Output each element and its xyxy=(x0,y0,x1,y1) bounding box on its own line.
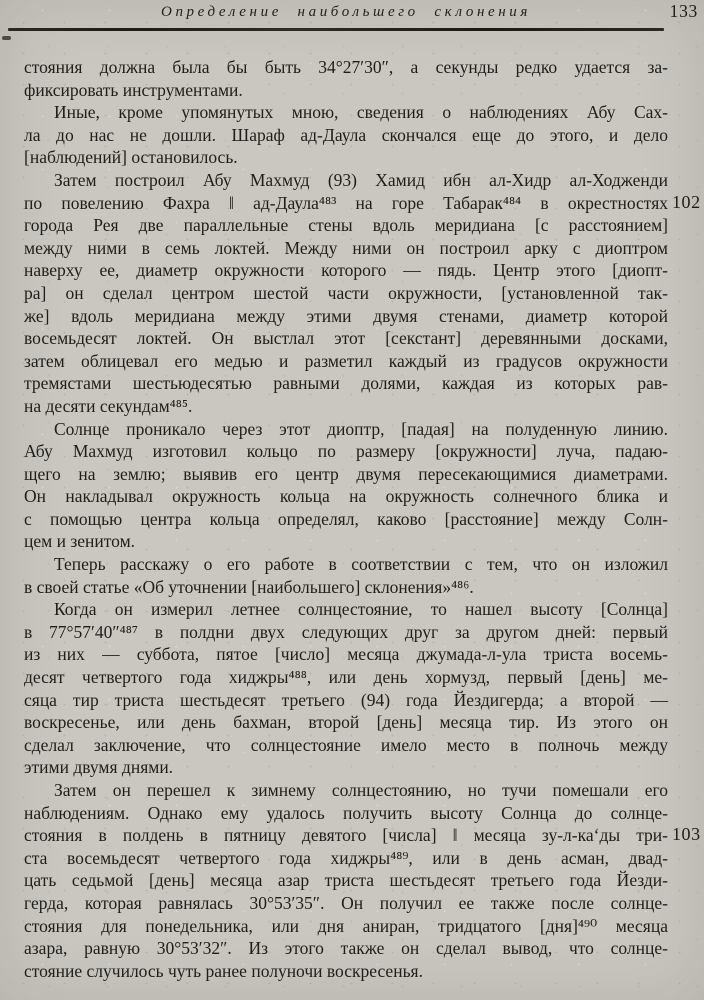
text-line: сяца тир триста шестьдесят третьего (94) года Йездигерда; а второй — xyxy=(24,689,668,710)
margin-folio-number: 103 xyxy=(672,824,701,845)
paragraph xyxy=(24,418,668,554)
text-line: фиксировать инструментами. xyxy=(24,79,243,100)
text-line: наблюдениям. Однако ему удалось получить высоту Солнца до солнце- xyxy=(24,802,668,823)
paragraph xyxy=(24,169,701,418)
paragraph xyxy=(24,56,668,101)
paragraph xyxy=(24,101,668,169)
text-line: сделал заключение, что солнцестояние имело место в полночь между xyxy=(24,734,668,755)
text-line: цать седьмой [день] месяца азар триста шестьдесят третьего года Йезди- xyxy=(24,870,668,891)
paragraph xyxy=(24,553,668,598)
text-line: между ними в семь локтей. Между ними он построил арку с диоптром xyxy=(24,237,668,258)
text-line: города Рея две параллельные стены вдоль меридиана [с расстоянием] xyxy=(24,215,668,236)
text-line: десят четвертого года хиджры⁴⁸⁸, или день хормузд, первый [день] ме- xyxy=(24,667,668,688)
text-line: ра] он сделал центром шестой части окружности, [установленной так- xyxy=(24,282,668,303)
text-line: Затем построил Абу Махмуд (93) Хамид ибн ал-Хидр ал-Ходженди xyxy=(54,169,668,190)
text-line: Теперь расскажу о его работе в соответствии с тем, что он изложил xyxy=(54,554,668,575)
text-line: ста восемьдесят четвертого года хиджры⁴⁸⁹, или в день асман, двад- xyxy=(24,847,668,868)
text-line: по повелению Фахра ‖ ад-Даула⁴⁸³ на горе Табарак⁴⁸⁴ в окрестностях 102 xyxy=(24,192,668,215)
text-line: в 77°57′40″⁴⁸⁷ в полдни двух следующих друг за другом дней: первый xyxy=(24,621,668,642)
paragraph xyxy=(24,779,701,982)
text-line: тремястами шестьюдесятью равными долями, каждая из которых рав- xyxy=(24,373,668,394)
running-head xyxy=(24,4,668,28)
text-line: Затем он перешел к зимнему солнцестоянию, но тучи помешали его xyxy=(54,780,668,800)
header-rule xyxy=(8,28,664,31)
text-line: этими двумя днями. xyxy=(24,757,174,778)
text-line: азара, равную 30°53′32″. Из этого также он сделал вывод, что солнце- xyxy=(24,938,668,959)
text-line: [наблюдений] остановилось. xyxy=(24,147,238,168)
text-line: затем облицевал его медью и разметил каждый из градусов окружности xyxy=(24,350,668,371)
text-line: герда, которая равнялась 30°53′35″. Он получил ее также после солнце- xyxy=(24,892,668,913)
running-head-title: Определение наибольшего склонения xyxy=(161,4,531,20)
text-line: стояния должна была бы быть 34°27′30″, а секунды редко удается за- xyxy=(24,57,668,77)
text-line: восемьдесят локтей. Он выстлал этот [секстант] деревянными досками, xyxy=(24,328,668,349)
margin-folio-number: 102 xyxy=(672,191,701,212)
text-line: ла до нас не дошли. Шараф ад-Даула скончался еще до этого, и дело xyxy=(24,124,668,145)
scan-artifact xyxy=(2,36,11,40)
text-line: в своей статье «Об уточнении [наибольшего] склонения»⁴⁸⁶. xyxy=(24,576,474,597)
text-line: наверху ее, диаметр окружности которого — пядь. Центр этого [диопт- xyxy=(24,260,668,281)
text-line: же] вдоль меридиана между этими двумя стенами, диаметр которой xyxy=(24,305,668,326)
text-line: Он накладывал окружность кольца на окружность солнечного блика и xyxy=(24,486,668,507)
text-line: Абу Махмуд изготовил кольцо по размеру [окружности] луча, падаю- xyxy=(24,441,668,462)
paragraph xyxy=(24,598,668,779)
text-line: цем и зенитом. xyxy=(24,531,136,552)
page-text xyxy=(24,56,701,982)
text-line: на десяти секундам⁴⁸⁵. xyxy=(24,395,193,416)
text-line: с помощью центра кольца определял, каково [расстояние] между Солн- xyxy=(24,508,668,529)
text-line: Иные, кроме упомянутых мною, сведения о наблюдениях Абу Сах- xyxy=(54,102,668,123)
text-line: Солнце проникало через этот диоптр, [падая] на полуденную линию. xyxy=(54,418,668,439)
text-line: щего на землю; выявив его центр двумя пересекающимися диаметрами. xyxy=(24,463,668,484)
text-line: из них — суббота, пятое [число] месяца джумада-л-ула триста восемь- xyxy=(24,644,668,665)
text-line: Когда он измерил летнее солнцестояние, то нашел высоту [Солнца] xyxy=(54,599,668,620)
text-line: воскресенье, или день бахман, второй [день] месяца тир. Из этого он xyxy=(24,712,668,733)
text-line: стояния для понедельника, или дня аниран, тридцатого [дня]⁴⁹⁰ месяца xyxy=(24,915,668,936)
page-number: 133 xyxy=(669,1,698,21)
text-line: стояния в полдень в пятницу девятого [числа] ‖ месяца зу-л-ка‘ды три- 103 xyxy=(24,824,668,847)
text-line: стояние случилось чуть ранее полуночи воскресенья. xyxy=(24,960,423,981)
